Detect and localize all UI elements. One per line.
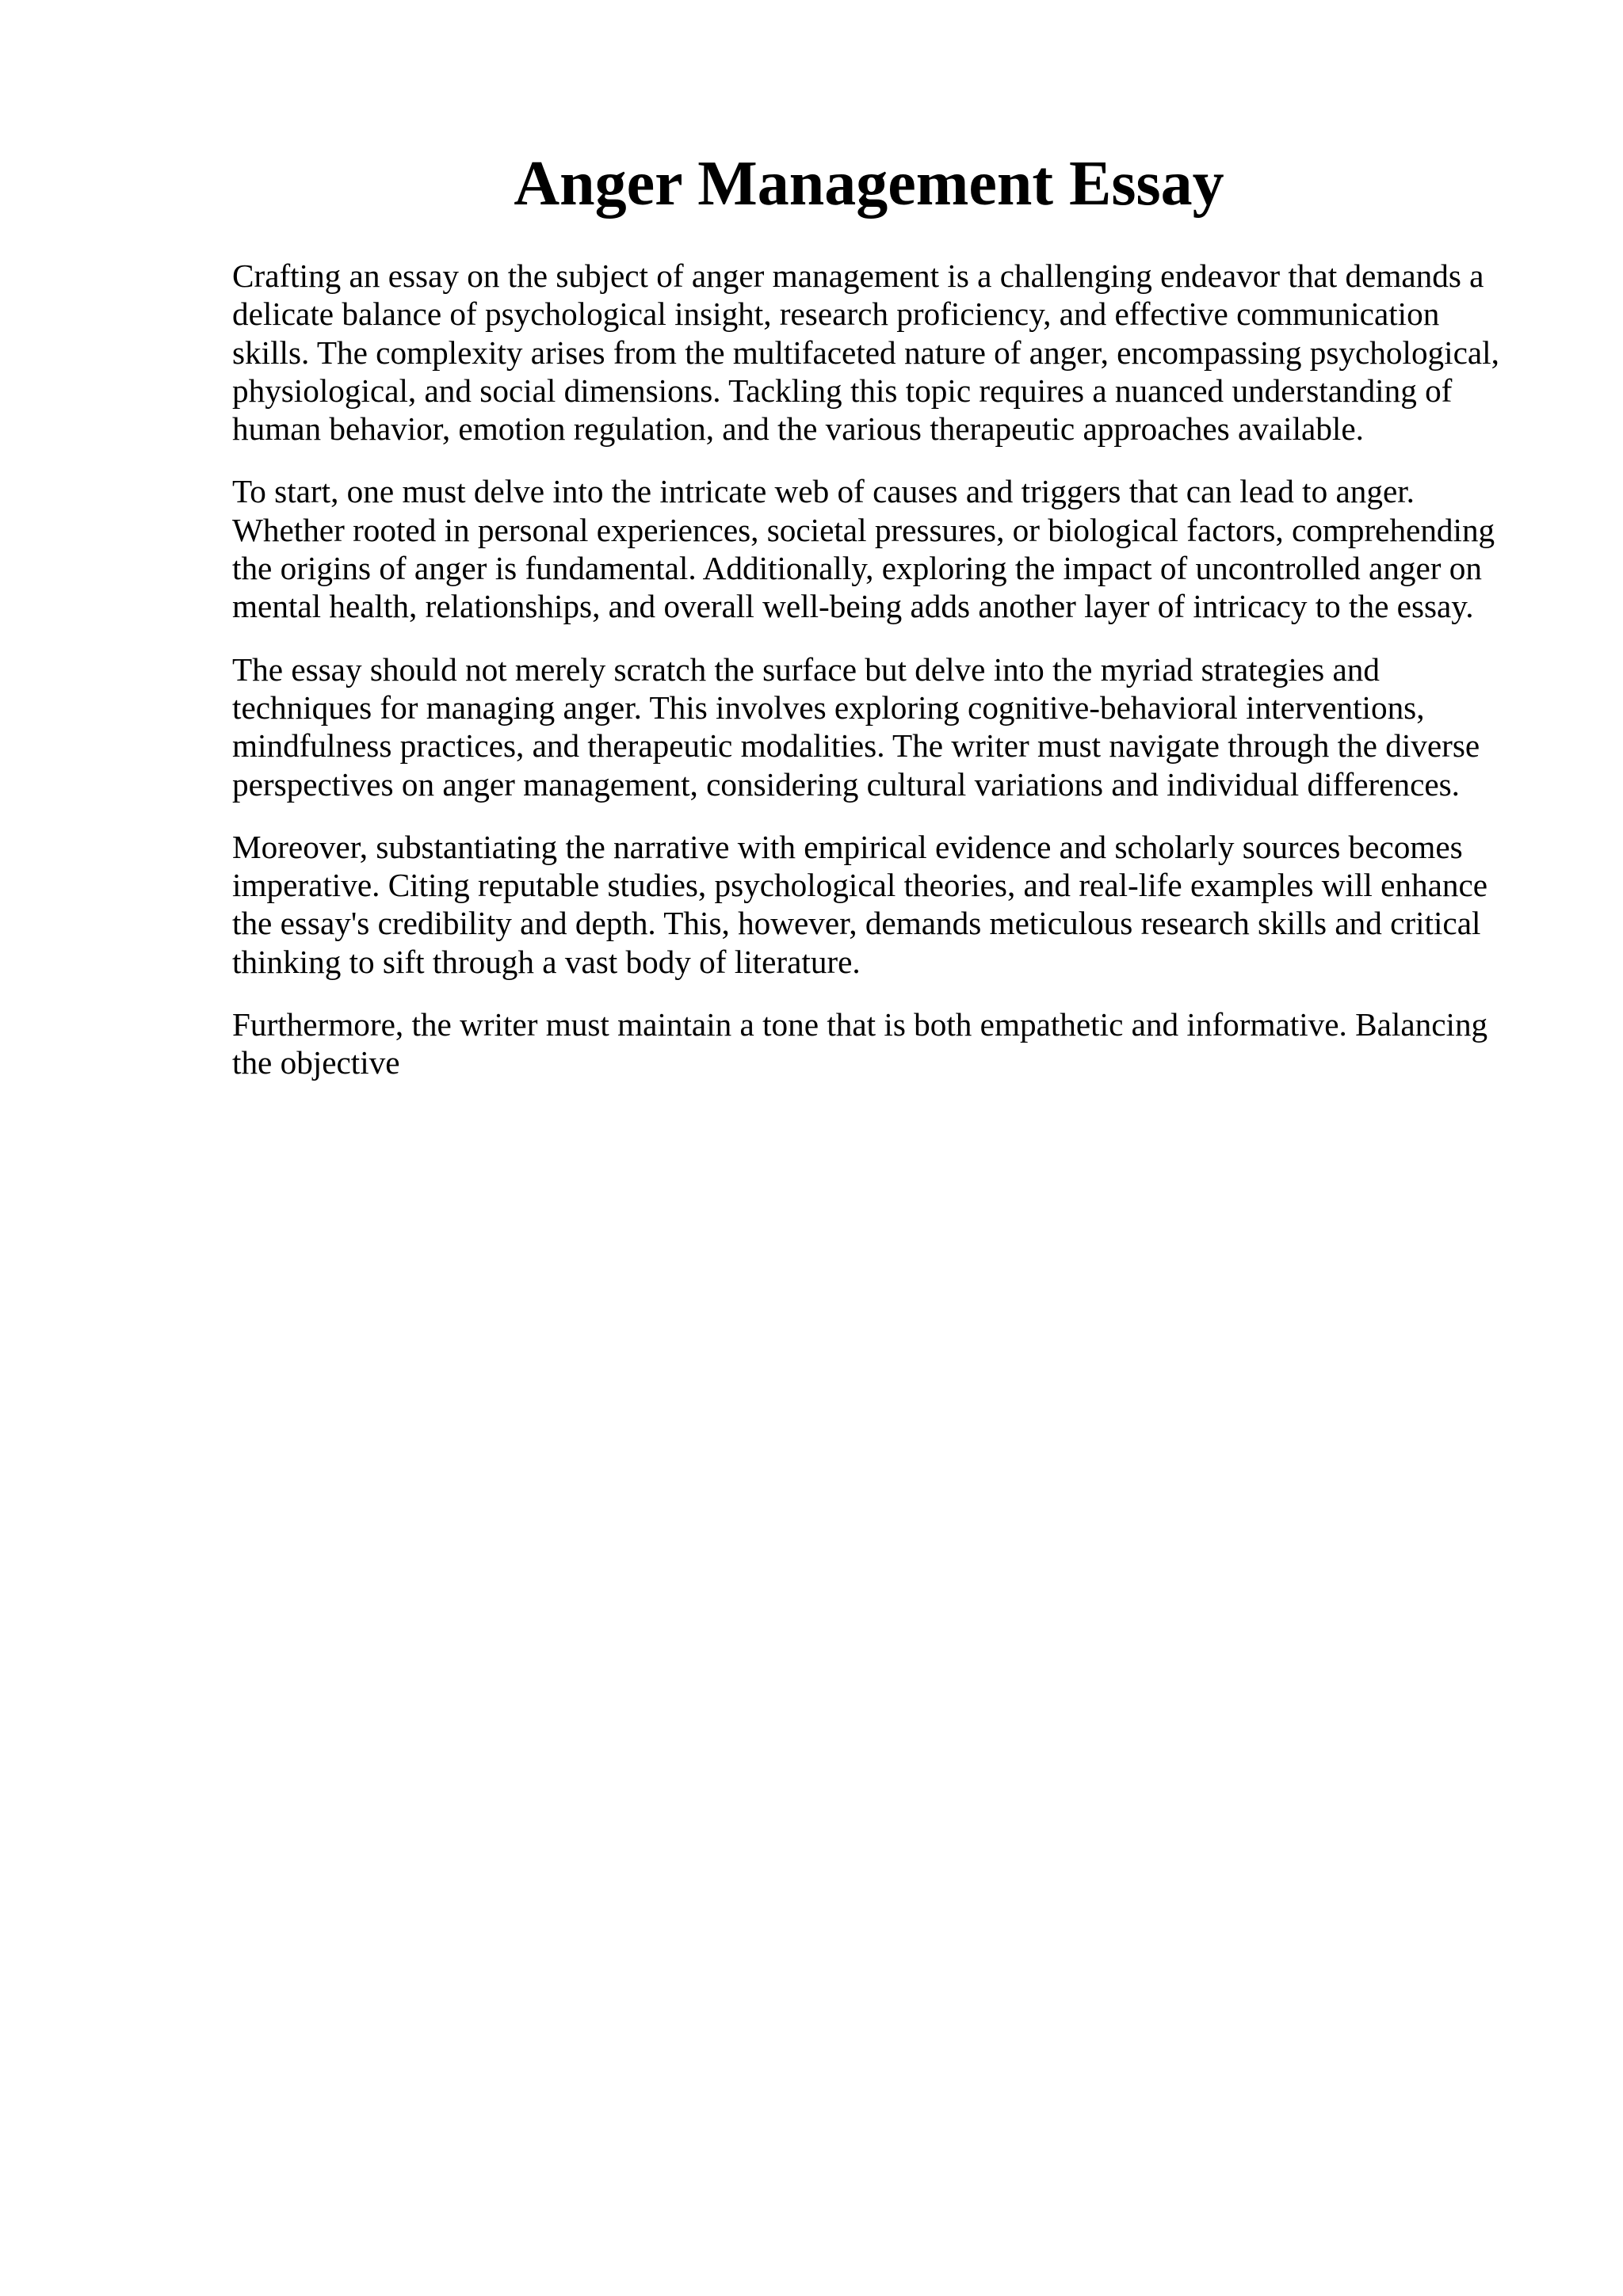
paragraph-5-line-2: the objective xyxy=(232,1044,400,1081)
paragraph-3-line-4: perspectives on anger management, considering cultural variations and individual differences. xyxy=(232,765,1460,803)
document-title: Anger Management Essay xyxy=(514,149,1224,219)
paragraph-1-line-3: skills. The complexity arises from the multifaceted nature of anger, encompassing psychological, xyxy=(232,334,1499,371)
paragraph-3-line-1: The essay should not merely scratch the surface but delve into the myriad strategies and xyxy=(232,650,1380,688)
paragraph-3-line-2: techniques for managing anger. This involves exploring cognitive-behavioral interventions, xyxy=(232,688,1425,726)
paragraph-3-line-3: mindfulness practices, and therapeutic modalities. The writer must navigate through the diverse xyxy=(232,727,1480,765)
paragraph-2-line-1: To start, one must delve into the intricate web of causes and triggers that can lead to anger. xyxy=(232,473,1415,510)
paragraph-1-line-2: delicate balance of psychological insight, research proficiency, and effective communication xyxy=(232,296,1440,333)
document-body xyxy=(232,257,1516,1082)
paragraph-2-line-4: mental health, relationships, and overall well-being adds another layer of intricacy to the essay. xyxy=(232,588,1474,625)
paragraph-2-line-2: Whether rooted in personal experiences, societal pressures, or biological factors, comprehending xyxy=(232,511,1495,548)
paragraph-1-line-1: Crafting an essay on the subject of anger management is a challenging endeavor that demands a xyxy=(232,257,1484,294)
paragraph-5-line-1: Furthermore, the writer must maintain a tone that is both empathetic and informative. Balancing xyxy=(232,1006,1488,1043)
paragraph-5 xyxy=(232,1005,1516,1082)
paragraph-1 xyxy=(232,257,1516,448)
paragraph-4-line-4: thinking to sift through a vast body of literature. xyxy=(232,943,861,980)
paragraph-1-line-4: physiological, and social dimensions. Tackling this topic requires a nuanced understanding of xyxy=(232,372,1453,409)
paragraph-4-line-3: the essay's credibility and depth. This, however, demands meticulous research skills and critical xyxy=(232,905,1481,942)
paragraph-2-line-3: the origins of anger is fundamental. Additionally, exploring the impact of uncontrolled anger on xyxy=(232,550,1482,587)
paragraph-4-line-2: imperative. Citing reputable studies, psychological theories, and real-life examples will enhance xyxy=(232,867,1488,904)
paragraph-4 xyxy=(232,828,1516,981)
paragraph-1-line-5: human behavior, emotion regulation, and the various therapeutic approaches available. xyxy=(232,410,1364,448)
paragraph-4-line-1: Moreover, substantiating the narrative with empirical evidence and scholarly sources becomes xyxy=(232,828,1463,865)
paragraph-3 xyxy=(232,650,1516,803)
paragraph-2 xyxy=(232,472,1516,625)
